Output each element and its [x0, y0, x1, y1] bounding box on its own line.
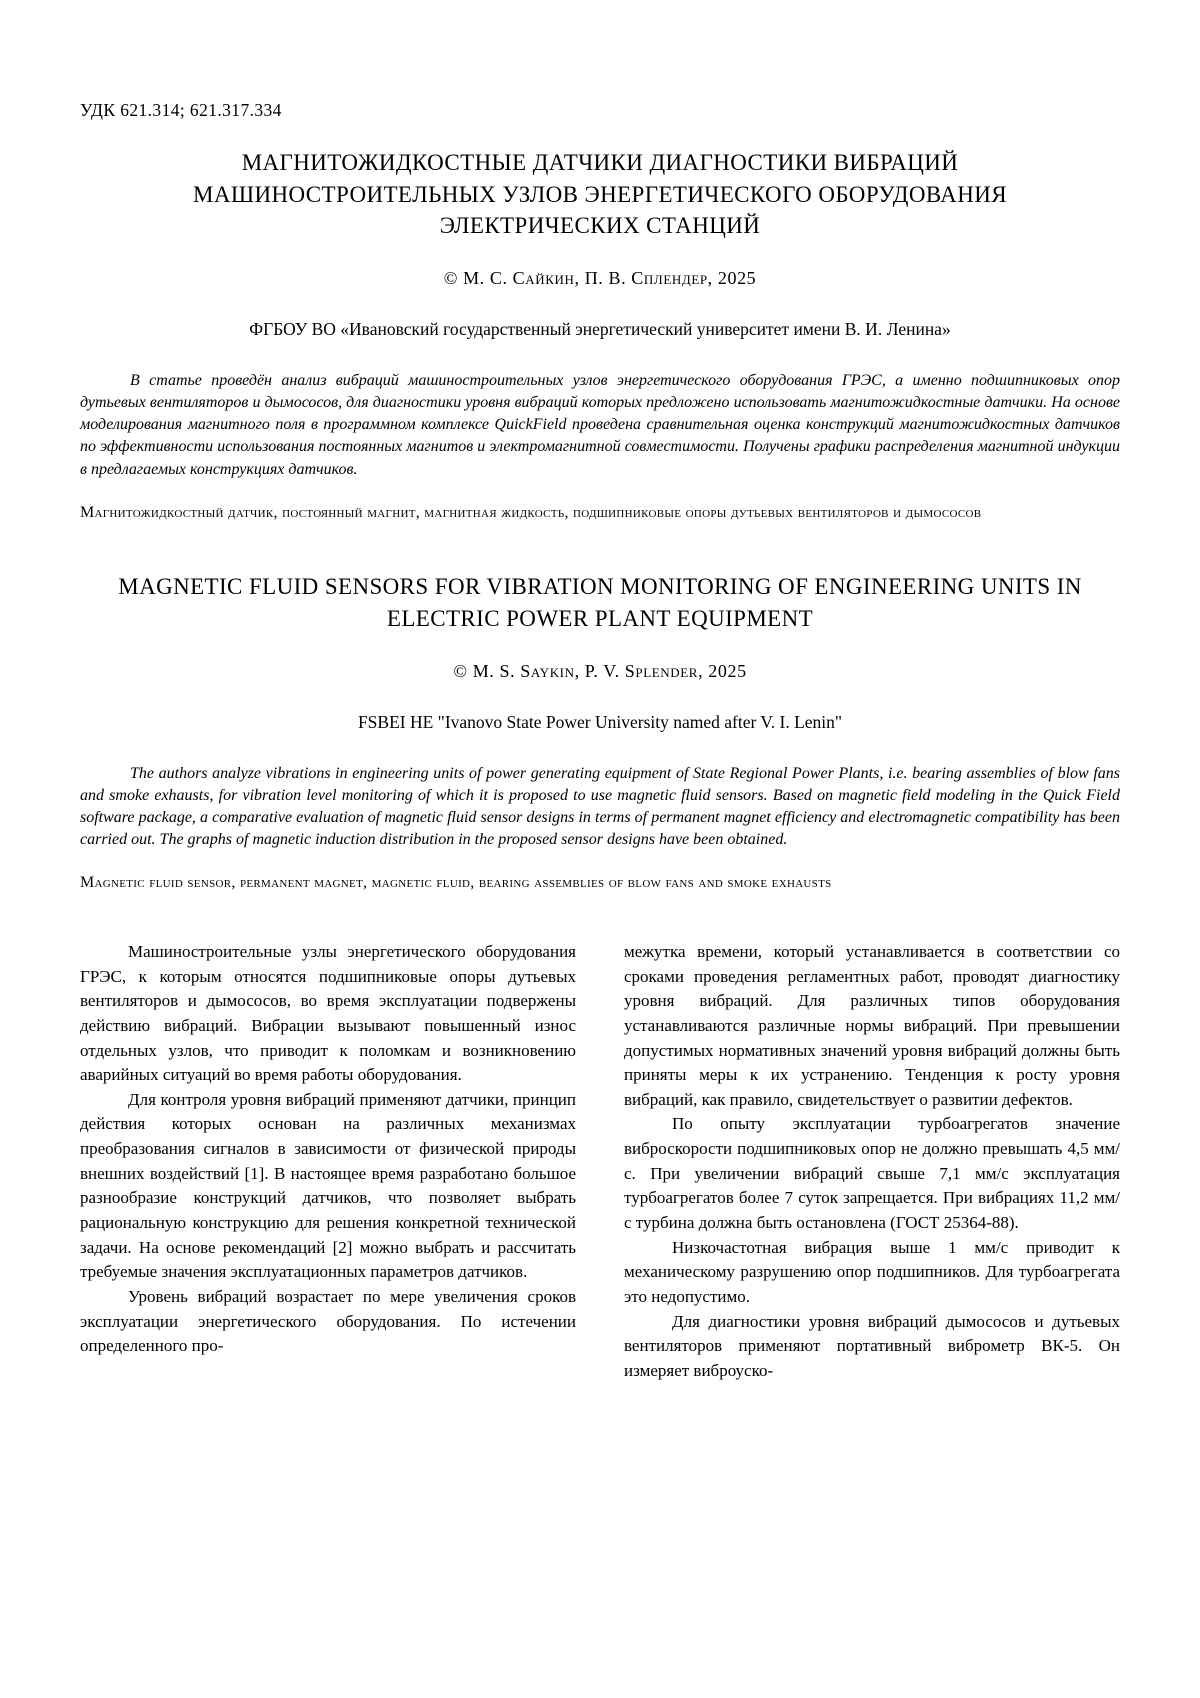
body-paragraph: По опыту эксплуатации турбоагрегатов значение виброскорости подшипниковых опор не должно превышать 4,5 мм/с. При увеличении вибраций свыше 7,1 мм/с эксплуатация турбоагрегатов более 7 суток запрещается. При вибрациях 11,2 мм/с турбина должна быть остановлена (ГОСТ 25364-88). [624, 1114, 1120, 1233]
abstract-ru: В статье проведён анализ вибраций машиностроительных узлов энергетического оборудования ГРЭС, а именно подшипниковых опор дутьевых вентиляторов и дымососов, для диагностики уровня вибраций которых предложено использовать магнитожидкостные датчики. На основе моделирования магнитного поля в программном комплексе QuickField проведена сравнительная оценка конструкций магнитожидкостных датчиков по эффективности использования постоянных магнитов и электромагнитной совместимости. Получены графики распределения магнитной индукции в предлагаемых конструкциях датчиков. [80, 372, 1120, 478]
body-paragraph: Низкочастотная вибрация выше 1 мм/с приводит к механическому разрушению опор подшипников. Для турбоагрегата это недопустимо. [624, 1237, 1120, 1306]
body-paragraph: Для контроля уровня вибраций применяют датчики, принцип действия которых основан на различных механизмах преобразования сигналов в зависимости от физической природы внешних воздействий [1]. В настоящее время разработано большое разнообразие конструкций датчиков, что позволяет выбрать рациональную конструкцию для решения конкретной технической задачи. На основе рекомендаций [2] можно выбрать и рассчитать требуемые значения эксплуатационных параметров датчиков. [80, 1089, 576, 1282]
abstract-en: The authors analyze vibrations in engineering units of power generating equipment of State Regional Power Plants, i.e. bearing assemblies of blow fans and smoke exhausts, for vibration level monitoring of which it is proposed to use magnetic fluid sensors. Based on magnetic field modeling in the Quick Field software package, a comparative evaluation of magnetic fluid sensor designs in terms of permanent magnet efficiency and electromagnetic compatibility has been carried out. The graphs of magnetic induction distribution in the proposed sensor designs have been obtained. [80, 764, 1120, 849]
left-column [80, 940, 576, 1384]
authors-en: © M. S. Saykin, P. V. Splender, 2025 [453, 660, 747, 681]
udc-code: УДК 621.314; 621.317.334 [80, 100, 282, 120]
body-columns [80, 940, 1120, 1384]
affiliation-ru: ФГБОУ ВО «Ивановский государственный энергетический университет имени В. И. Ленина» [249, 319, 951, 340]
body-paragraph: Уровень вибраций возрастает по мере увеличения сроков эксплуатации энергетического оборудования. По истечении определенного про- [80, 1286, 576, 1356]
authors-ru: © М. С. Сайкин, П. В. Сплендер, 2025 [443, 268, 757, 289]
affiliation-en: FSBEI HE "Ivanovo State Power University named after V. I. Lenin" [357, 711, 843, 732]
title-en: MAGNETIC FLUID SENSORS FOR VIBRATION MONITORING OF ENGINEERING UNITS IN ELECTRIC POWER PLANT EQUIPMENT [118, 574, 1082, 632]
body-paragraph-continuation: межутка времени, который устанавливается в соответствии со сроками проведения регламентных работ, проводят диагностику уровня вибраций. Для различных типов оборудования устанавливаются различные нормы вибраций. При превышении допустимых нормативных значений уровня вибраций должны быть приняты меры к их устранению. Тенденция к росту уровня вибраций, как правило, свидетельствует о развитии дефектов. [624, 941, 1120, 1109]
keywords-en: Magnetic fluid sensor, permanent magnet, magnetic fluid, bearing assemblies of blow fans and smoke exhausts [80, 874, 832, 892]
keywords-ru: Магнитожидкостный датчик, постоянный магнит, магнитная жидкость, подшипниковые опоры дутьевых вентиляторов и дымососов [80, 503, 982, 521]
body-paragraph: Для диагностики уровня вибраций дымососов и дутьевых вентиляторов применяют портативный виброметр ВК-5. Он измеряет виброуско- [624, 1311, 1120, 1380]
body-paragraph: Машиностроительные узлы энергетического оборудования ГРЭС, к которым относятся подшипниковые опоры дутьевых вентиляторов и дымососов, во время эксплуатации подвержены действию вибраций. Вибрации вызывают повышенный износ отдельных узлов, что приводит к поломкам и возникновению аварийных ситуаций во время работы оборудования. [80, 941, 576, 1085]
right-column [624, 940, 1120, 1384]
title-ru: МАГНИТОЖИДКОСТНЫЕ ДАТЧИКИ ДИАГНОСТИКИ ВИБРАЦИЙ МАШИНОСТРОИТЕЛЬНЫХ УЗЛОВ ЭНЕРГЕТИЧЕСКОГО ОБОРУДОВАНИЯ ЭЛЕКТРИЧЕСКИХ СТАНЦИЙ [193, 150, 1007, 239]
